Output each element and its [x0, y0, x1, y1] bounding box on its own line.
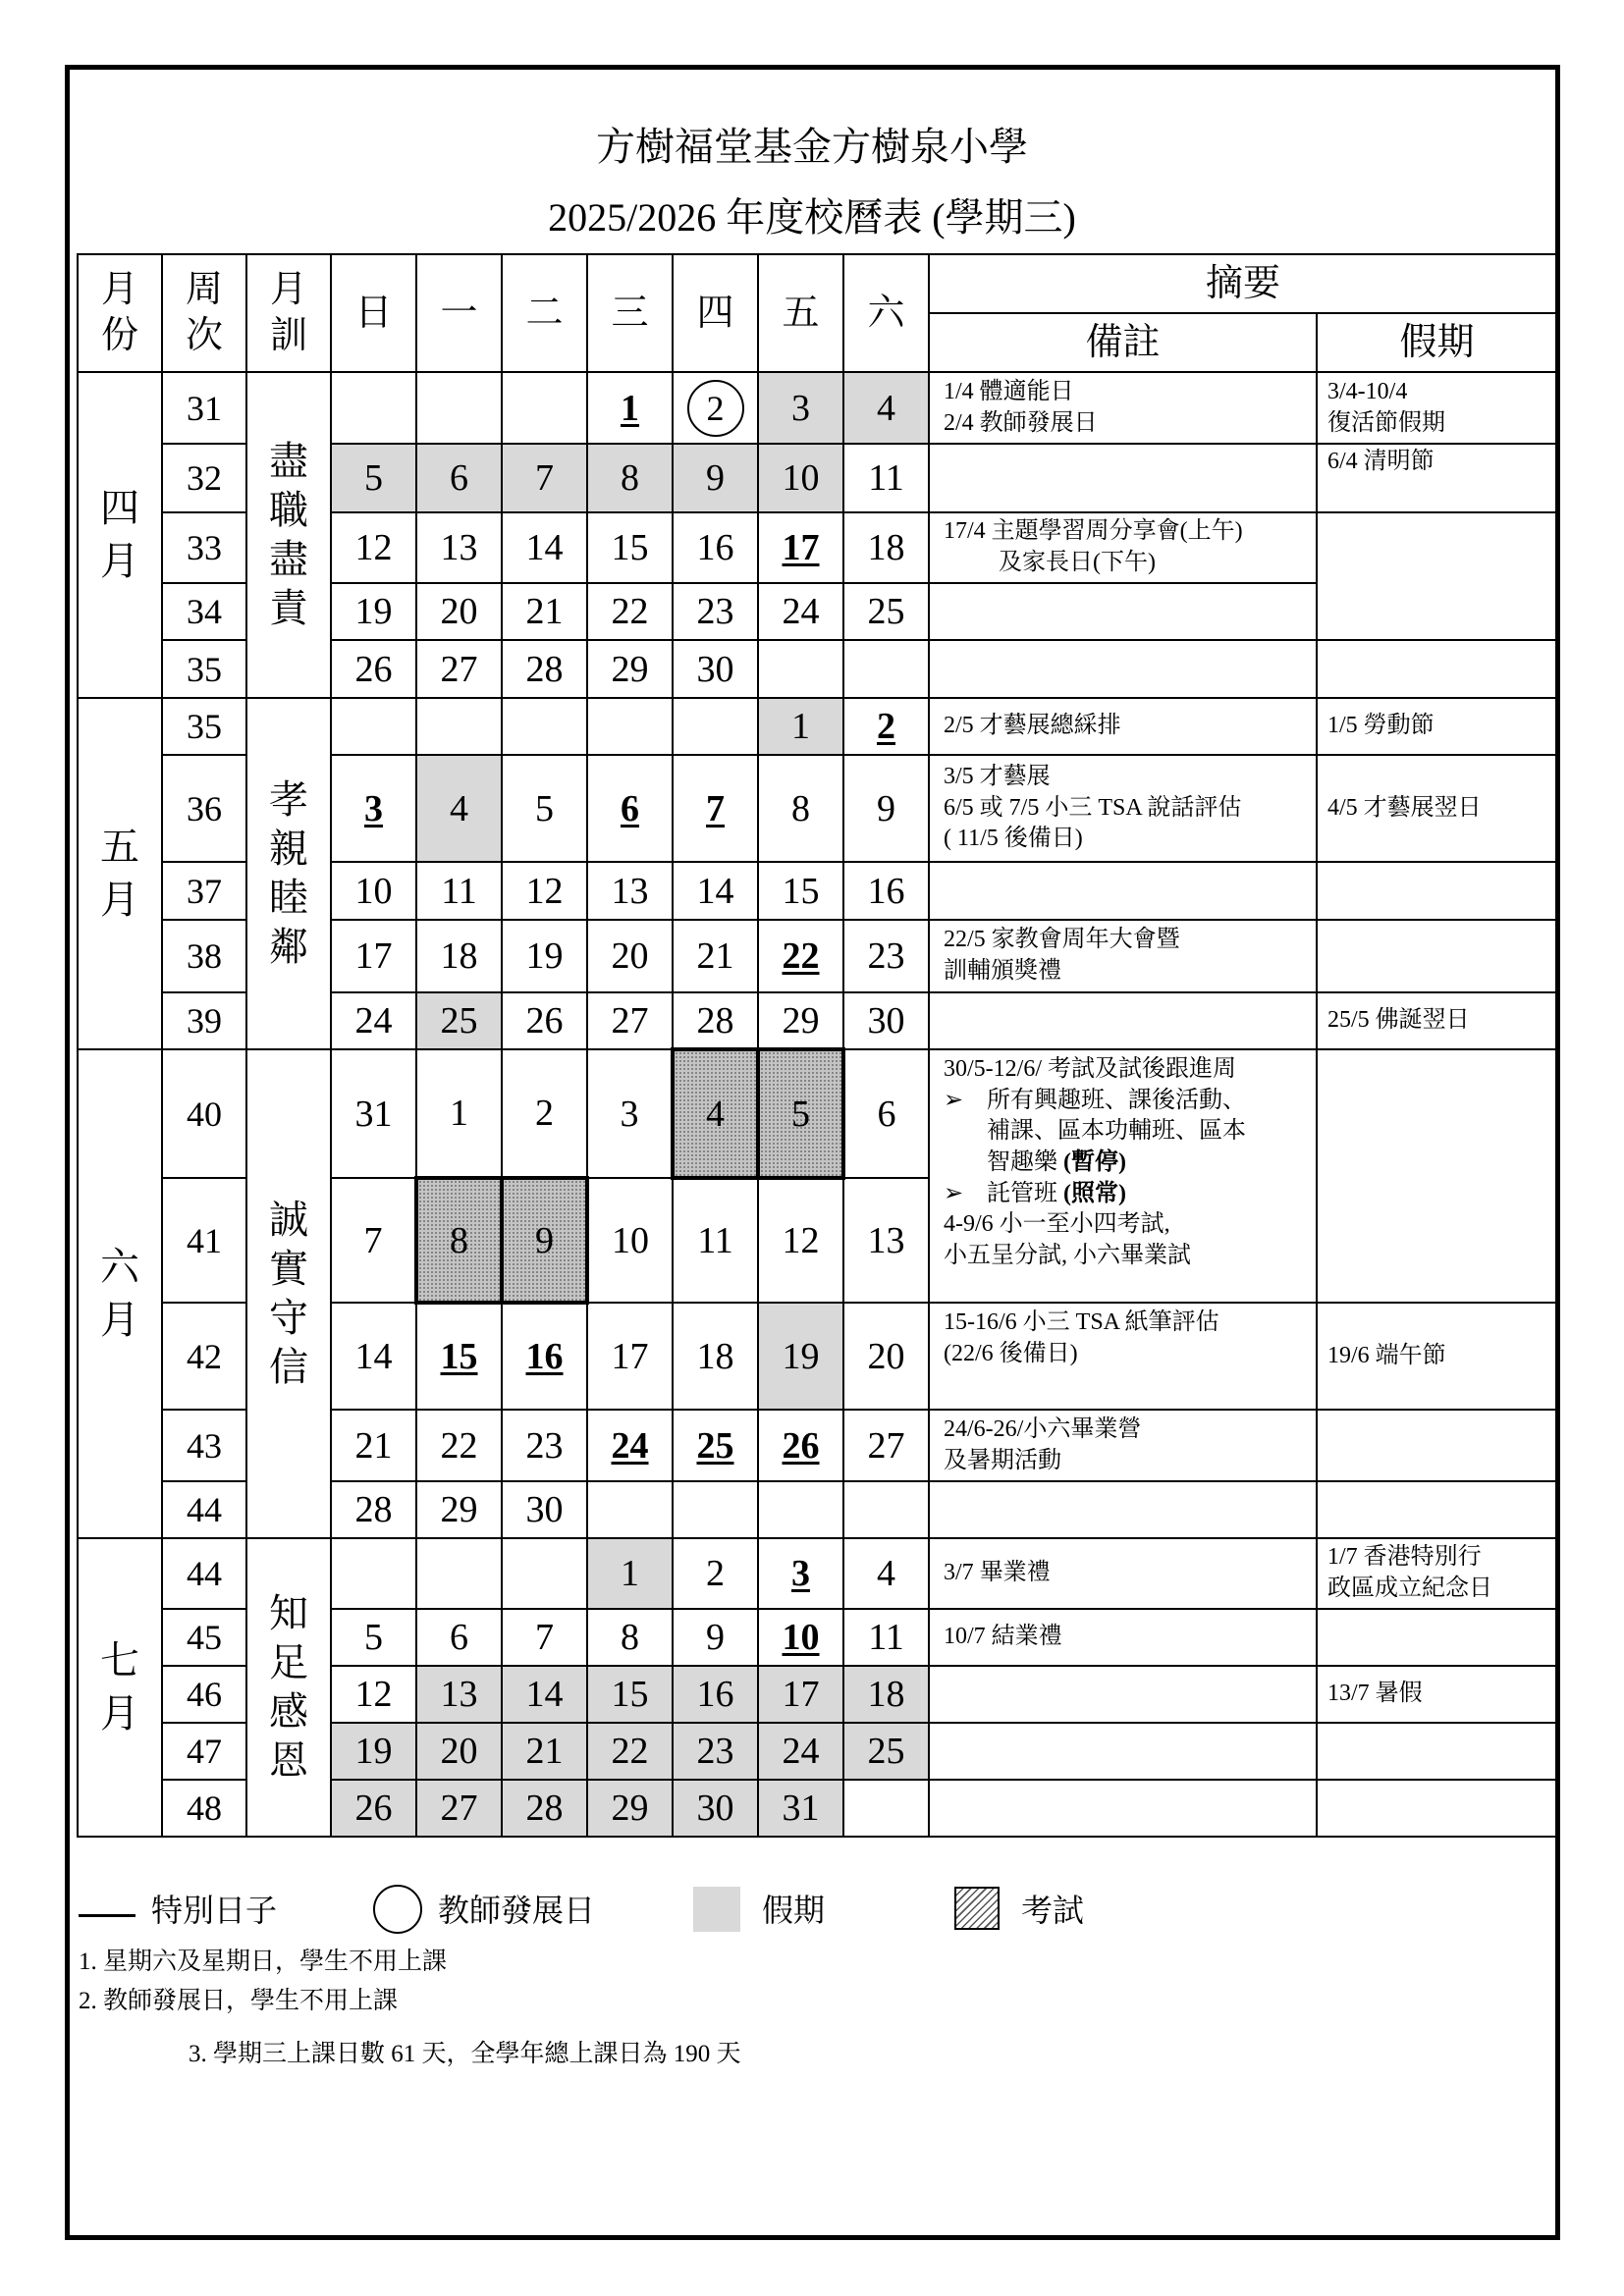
day-cell [673, 755, 758, 862]
day-cell: 13 [416, 1666, 502, 1723]
special-day-mark: 17 [782, 527, 820, 568]
day-cell: 28 [502, 640, 587, 698]
day-cell: 12 [331, 1666, 416, 1723]
special-day-mark: 6 [621, 787, 639, 829]
footnote-2: 2. 教師發展日，學生不用上課 [79, 1988, 399, 2014]
day-empty [331, 1538, 416, 1609]
day-cell: 30 [673, 640, 758, 698]
day-cell: 30 [843, 992, 929, 1049]
col-sun: 日 [331, 254, 416, 372]
day-cell: 24 [331, 992, 416, 1049]
special-day-mark: 15 [440, 1336, 478, 1377]
special-day-mark: 1 [621, 387, 639, 429]
day-empty [673, 698, 758, 755]
month-june: 六月 [78, 1049, 162, 1538]
day-cell [673, 1410, 758, 1481]
day-cell: 9 [673, 444, 758, 512]
day-cell [673, 372, 758, 444]
motto-april: 盡職盡責 [246, 372, 331, 698]
day-cell: 13 [587, 862, 673, 920]
week-number: 34 [162, 583, 246, 640]
day-cell: 17 [587, 1303, 673, 1410]
day-empty [331, 372, 416, 444]
day-cell: 2 [502, 1049, 587, 1178]
day-cell: 8 [758, 755, 843, 862]
remark-cell: 30/5-12/6/ 考試及試後跟進周 ➢ 所有興趣班、課後活動、 補課、區本功輔班、區本 智趣樂 (暫停) ➢ 託管班 (照常) 4-9/6 小一至小四考試, 小五呈分試, 小六畢業試 [929, 1049, 1317, 1303]
motto-july: 知足感恩 [246, 1538, 331, 1837]
exam-day-cell: 4 [673, 1049, 758, 1178]
day-cell: 21 [502, 583, 587, 640]
exam-hatch-icon [954, 1887, 1000, 1930]
week-number: 41 [162, 1178, 246, 1303]
day-cell: 24 [758, 1723, 843, 1780]
week-number: 44 [162, 1538, 246, 1609]
day-cell: 16 [673, 1666, 758, 1723]
day-cell: 27 [843, 1410, 929, 1481]
day-cell: 10 [331, 862, 416, 920]
remark-cell: 22/5 家教會周年大會暨 訓輔頒獎禮 [929, 920, 1317, 992]
day-cell: 20 [587, 920, 673, 992]
col-thu: 四 [673, 254, 758, 372]
legend-holiday: 假期 [762, 1893, 826, 1928]
week-number: 46 [162, 1666, 246, 1723]
day-cell: 16 [673, 512, 758, 583]
month-may: 五月 [78, 698, 162, 1049]
remark-cell: 2/5 才藝展總綵排 [929, 698, 1317, 755]
day-cell: 11 [416, 862, 502, 920]
day-cell: 29 [587, 640, 673, 698]
day-cell [587, 755, 673, 862]
remark-cell [929, 1481, 1317, 1538]
remark-cell: 15-16/6 小三 TSA 紙筆評估 (22/6 後備日) [929, 1303, 1317, 1410]
day-cell: 28 [331, 1481, 416, 1538]
remark-cell: 10/7 結業禮 [929, 1609, 1317, 1666]
legend-special-day: 特別日子 [151, 1893, 278, 1928]
day-cell: 6 [843, 1049, 929, 1178]
day-cell: 20 [843, 1303, 929, 1410]
day-cell: 3 [758, 372, 843, 444]
calendar-title: 2025/2026 年度校曆表 (學期三) [548, 195, 1076, 240]
day-cell: 9 [673, 1609, 758, 1666]
week-number: 35 [162, 698, 246, 755]
month-july: 七月 [78, 1538, 162, 1837]
week-number: 37 [162, 862, 246, 920]
day-empty [587, 698, 673, 755]
day-cell: 19 [758, 1303, 843, 1410]
day-cell: 21 [673, 920, 758, 992]
week-number: 38 [162, 920, 246, 992]
day-cell: 4 [843, 1538, 929, 1609]
day-cell [331, 755, 416, 862]
special-day-mark: 25 [696, 1424, 734, 1467]
day-cell: 24 [758, 583, 843, 640]
day-cell: 18 [843, 1666, 929, 1723]
day-empty [843, 1780, 929, 1837]
remark-cell: 24/6-26/小六畢業營 及暑期活動 [929, 1410, 1317, 1481]
day-empty [587, 1481, 673, 1538]
day-cell: 9 [843, 755, 929, 862]
day-cell: 7 [502, 444, 587, 512]
remark-cell: 17/4 主題學習周分享會(上午) 及家長日(下午) [929, 512, 1317, 583]
day-cell: 8 [587, 444, 673, 512]
day-cell: 27 [587, 992, 673, 1049]
day-cell: 29 [416, 1481, 502, 1538]
exam-day-cell: 8 [416, 1178, 502, 1303]
day-cell: 28 [502, 1780, 587, 1837]
day-cell: 16 [843, 862, 929, 920]
month-april: 四月 [78, 372, 162, 698]
remark-cell: 1/4 體適能日 2/4 教師發展日 [929, 372, 1317, 444]
special-day-mark: 26 [782, 1424, 820, 1467]
day-cell: 2 [673, 1538, 758, 1609]
day-empty [416, 1538, 502, 1609]
week-number: 43 [162, 1410, 246, 1481]
day-empty [502, 698, 587, 755]
holiday-cell [1317, 1723, 1557, 1780]
day-cell: 28 [673, 992, 758, 1049]
special-day-mark: 24 [611, 1424, 649, 1467]
day-cell [758, 1538, 843, 1609]
holiday-cell: 19/6 端午節 [1317, 1303, 1557, 1410]
special-day-mark: 3 [364, 787, 383, 829]
day-cell: 22 [587, 1723, 673, 1780]
day-cell: 11 [843, 444, 929, 512]
day-empty [416, 372, 502, 444]
day-cell: 23 [843, 920, 929, 992]
day-cell: 13 [843, 1178, 929, 1303]
day-cell: 23 [673, 1723, 758, 1780]
special-day-mark: 22 [782, 935, 820, 977]
day-cell: 31 [331, 1049, 416, 1178]
holiday-cell [1317, 1780, 1557, 1837]
motto-may: 孝親睦鄰 [246, 698, 331, 1049]
remark-cell: 3/7 畢業禮 [929, 1538, 1317, 1609]
special-day-mark: 10 [782, 1617, 820, 1658]
day-cell: 30 [673, 1780, 758, 1837]
day-cell: 25 [843, 1723, 929, 1780]
bullet-arrow-icon: ➢ [944, 1087, 964, 1113]
col-week-header: 周次 [162, 254, 246, 372]
day-empty [502, 372, 587, 444]
day-cell: 31 [758, 1780, 843, 1837]
day-cell: 14 [331, 1303, 416, 1410]
col-summary: 摘要 [929, 254, 1557, 313]
day-cell: 10 [758, 444, 843, 512]
day-cell [758, 920, 843, 992]
holiday-cell: 6/4 清明節 [1317, 444, 1557, 512]
day-empty [502, 1538, 587, 1609]
special-day-mark: 3 [791, 1553, 810, 1594]
week-number: 40 [162, 1049, 246, 1178]
week-number: 33 [162, 512, 246, 583]
bullet-arrow-icon: ➢ [944, 1180, 964, 1206]
week-number: 47 [162, 1723, 246, 1780]
legend-teacher-dev: 教師發展日 [438, 1893, 596, 1928]
day-cell: 13 [416, 512, 502, 583]
day-cell: 5 [502, 755, 587, 862]
holiday-cell: 25/5 佛誕翌日 [1317, 992, 1557, 1049]
day-empty [331, 698, 416, 755]
col-remarks: 備註 [929, 313, 1317, 372]
day-cell: 26 [331, 1780, 416, 1837]
week-number: 45 [162, 1609, 246, 1666]
day-cell: 5 [331, 444, 416, 512]
holiday-cell: 3/4-10/4 復活節假期 [1317, 372, 1557, 444]
day-cell: 15 [587, 512, 673, 583]
remark-cell [929, 640, 1317, 698]
day-cell: 23 [502, 1410, 587, 1481]
holiday-cell [1317, 1481, 1557, 1538]
day-cell: 17 [758, 1666, 843, 1723]
day-cell: 14 [673, 862, 758, 920]
holiday-cell [1317, 640, 1557, 698]
remark-cell [929, 1780, 1317, 1837]
day-cell: 5 [331, 1609, 416, 1666]
day-cell [587, 1410, 673, 1481]
day-cell [502, 1303, 587, 1410]
day-cell: 27 [416, 1780, 502, 1837]
col-month-header: 月份 [78, 254, 162, 372]
day-cell: 12 [502, 862, 587, 920]
col-wed: 三 [587, 254, 673, 372]
week-number: 42 [162, 1303, 246, 1410]
col-holidays: 假期 [1317, 313, 1557, 372]
special-day-mark: 7 [706, 787, 725, 829]
day-cell: 17 [331, 920, 416, 992]
legend-exam: 考試 [1021, 1893, 1085, 1928]
footnote-1: 1. 星期六及星期日，學生不用上課 [79, 1949, 448, 1975]
day-cell: 14 [502, 512, 587, 583]
day-cell: 30 [502, 1481, 587, 1538]
day-cell [758, 1410, 843, 1481]
day-cell [843, 698, 929, 755]
day-cell: 4 [843, 372, 929, 444]
exam-day-cell: 5 [758, 1049, 843, 1178]
day-cell: 6 [416, 1609, 502, 1666]
day-cell: 21 [331, 1410, 416, 1481]
day-cell: 14 [502, 1666, 587, 1723]
special-day-mark: 2 [877, 706, 895, 747]
col-fri: 五 [758, 254, 843, 372]
day-cell: 4 [416, 755, 502, 862]
day-cell [416, 1303, 502, 1410]
week-number: 32 [162, 444, 246, 512]
day-cell: 12 [758, 1178, 843, 1303]
day-empty [843, 1481, 929, 1538]
day-cell: 19 [331, 583, 416, 640]
remark-cell: 3/5 才藝展 6/5 或 7/5 小三 TSA 說話評估 ( 11/5 後備日) [929, 755, 1317, 862]
col-sat: 六 [843, 254, 929, 372]
day-cell: 11 [673, 1178, 758, 1303]
day-cell: 1 [416, 1049, 502, 1178]
holiday-cell [1317, 862, 1557, 920]
remark-cell [929, 444, 1317, 512]
day-cell [758, 512, 843, 583]
calendar-table [77, 253, 1558, 1838]
holiday-cell [1317, 1410, 1557, 1481]
day-cell: 18 [843, 512, 929, 583]
school-name: 方樹福堂基金方樹泉小學 [596, 125, 1028, 169]
day-cell: 8 [587, 1609, 673, 1666]
week-number: 44 [162, 1481, 246, 1538]
day-cell: 12 [331, 512, 416, 583]
holiday-cell [1317, 1049, 1557, 1303]
day-cell: 29 [758, 992, 843, 1049]
day-cell: 1 [587, 1538, 673, 1609]
remark-cell [929, 1666, 1317, 1723]
col-motto-header: 月訓 [246, 254, 331, 372]
day-empty [758, 1481, 843, 1538]
day-cell: 18 [673, 1303, 758, 1410]
day-cell: 3 [587, 1049, 673, 1178]
day-cell: 29 [587, 1780, 673, 1837]
teacher-dev-circle: 2 [687, 380, 744, 437]
day-empty [758, 640, 843, 698]
holiday-cell [1317, 920, 1557, 992]
week-number: 31 [162, 372, 246, 444]
day-cell: 27 [416, 640, 502, 698]
remark-cell [929, 862, 1317, 920]
day-cell: 25 [843, 583, 929, 640]
motto-june: 誠實守信 [246, 1049, 331, 1538]
week-number: 35 [162, 640, 246, 698]
day-cell: 11 [843, 1609, 929, 1666]
day-cell: 23 [673, 583, 758, 640]
day-empty [673, 1481, 758, 1538]
holiday-swatch-icon [693, 1887, 740, 1932]
remark-cell [929, 583, 1317, 640]
day-cell [758, 1609, 843, 1666]
col-tue: 二 [502, 254, 587, 372]
week-number: 36 [162, 755, 246, 862]
special-day-underline-icon [79, 1914, 135, 1917]
day-cell: 18 [416, 920, 502, 992]
day-cell: 26 [502, 992, 587, 1049]
teacher-dev-circle-icon [373, 1885, 422, 1934]
holiday-cell: 13/7 暑假 [1317, 1666, 1557, 1723]
day-cell: 15 [587, 1666, 673, 1723]
day-cell: 26 [331, 640, 416, 698]
day-cell: 22 [416, 1410, 502, 1481]
day-cell: 19 [502, 920, 587, 992]
remark-cell [929, 1723, 1317, 1780]
holiday-cell [1317, 512, 1557, 640]
day-empty [843, 640, 929, 698]
day-cell: 10 [587, 1178, 673, 1303]
week-number: 39 [162, 992, 246, 1049]
week-number: 48 [162, 1780, 246, 1837]
day-cell [587, 372, 673, 444]
remark-cell [929, 992, 1317, 1049]
day-cell: 15 [758, 862, 843, 920]
col-mon: 一 [416, 254, 502, 372]
day-cell: 25 [416, 992, 502, 1049]
day-empty [416, 698, 502, 755]
day-cell: 7 [502, 1609, 587, 1666]
exam-day-cell: 9 [502, 1178, 587, 1303]
holiday-cell: 1/7 香港特別行 政區成立紀念日 [1317, 1538, 1557, 1609]
footnote-3: 3. 學期三上課日數 61 天，全學年總上課日為 190 天 [189, 2041, 741, 2067]
day-cell: 20 [416, 583, 502, 640]
day-cell: 22 [587, 583, 673, 640]
holiday-cell [1317, 1609, 1557, 1666]
day-cell: 6 [416, 444, 502, 512]
day-cell: 20 [416, 1723, 502, 1780]
day-cell: 21 [502, 1723, 587, 1780]
day-cell: 7 [331, 1178, 416, 1303]
day-cell: 19 [331, 1723, 416, 1780]
holiday-cell: 4/5 才藝展翌日 [1317, 755, 1557, 862]
holiday-cell: 1/5 勞動節 [1317, 698, 1557, 755]
special-day-mark: 16 [525, 1336, 564, 1377]
day-cell: 1 [758, 698, 843, 755]
